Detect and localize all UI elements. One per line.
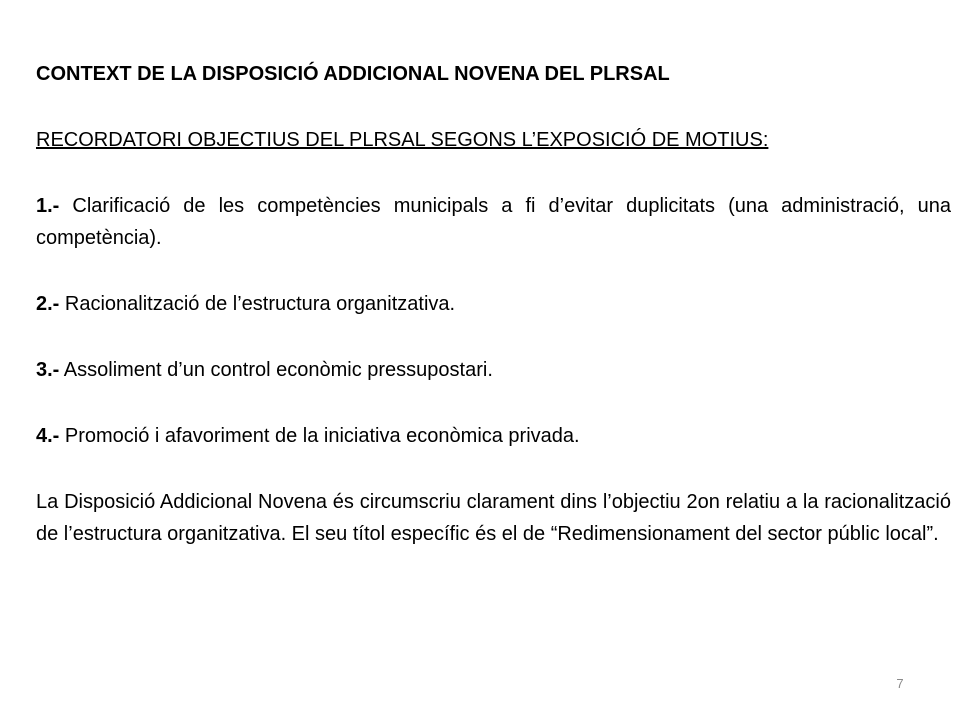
objective-number: 1.- bbox=[36, 195, 60, 217]
objective-text: Racionalització de l’estructura organitzativa. bbox=[59, 293, 456, 315]
objective-1 bbox=[36, 190, 951, 254]
objective-number: 2.- bbox=[36, 293, 60, 315]
closing-paragraph: La Disposició Addicional Novena és circumscriu clarament dins l’objectiu 2on relatiu a la racionalització de l’estructura organitzativa. El seu títol específic és el de “Redimensionament del sector públic local”. bbox=[36, 491, 951, 545]
objective-2 bbox=[36, 288, 951, 320]
objective-3 bbox=[36, 354, 951, 386]
page-number: 7 bbox=[896, 676, 904, 691]
objective-number: 4.- bbox=[36, 425, 60, 447]
objective-text: Clarificació de les competències municipals a fi d’evitar duplicitats (una administració, una competència). bbox=[36, 195, 951, 249]
slide-subtitle: RECORDATORI OBJECTIUS DEL PLRSAL SEGONS L’EXPOSICIÓ DE MOTIUS: bbox=[36, 129, 769, 151]
objective-text: Assoliment d’un control econòmic pressupostari. bbox=[59, 359, 493, 381]
objective-number: 3.- bbox=[36, 359, 60, 381]
slide-content bbox=[36, 58, 951, 550]
objective-text: Promoció i afavoriment de la iniciativa econòmica privada. bbox=[59, 425, 580, 447]
objective-4 bbox=[36, 420, 951, 452]
slide-title: CONTEXT DE LA DISPOSICIÓ ADDICIONAL NOVENA DEL PLRSAL bbox=[36, 63, 670, 85]
